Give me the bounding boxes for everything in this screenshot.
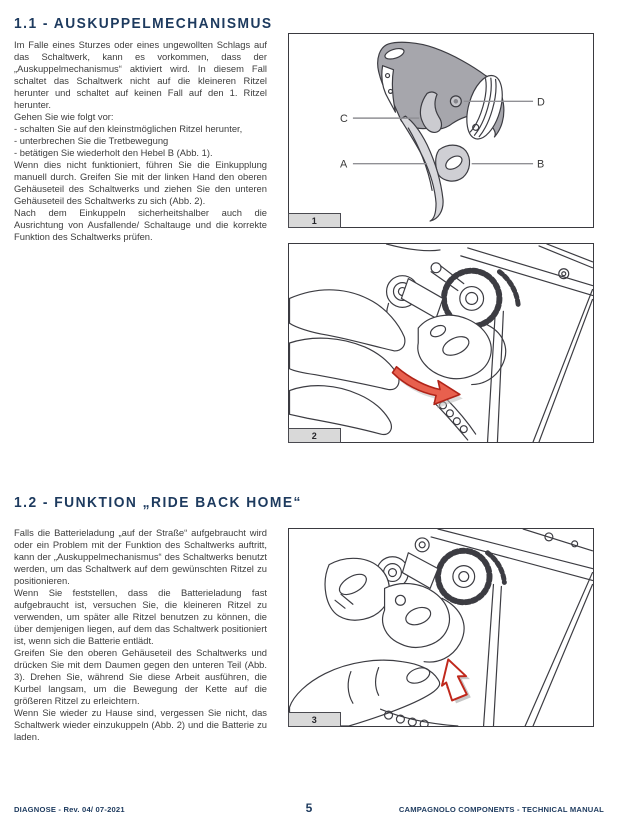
derailleur-press-illustration [289,529,593,726]
figure-2-number-tab [288,428,341,443]
section-1-2-body [14,527,267,743]
paragraph: Im Falle eines Sturzes oder eines ungewollten Schlags auf das Schaltwerk, kann es vorkommen, dass der „Auskuppelmechanismus“ aktiviert wird. In diesem Fall schaltet das Schaltwerk nicht auf die kleineren Ritzel herunter und schaltet auf keinen Fall auf den 1. Ritzel herunter. [14,39,267,110]
paragraph: Greifen Sie den oberen Gehäuseteil des Schaltwerks und drücken Sie mit dem Daumen gegen den unteren Teil (Abb. 3). Drehen Sie, während Sie diese Arbeit ausführen, die Kurbel langsam, um die Bewegung der Kette auf die größeren Ritzel zu erleichtern. [14,647,267,706]
section-1-1-body [14,39,267,243]
callout-label-a: A [340,158,348,171]
paragraph: Gehen Sie wie folgt vor: [14,111,114,122]
figure-number: 3 [311,714,317,725]
figure-2-frame [288,243,594,443]
figure-1-frame [288,33,594,228]
footer-manual-title: CAMPAGNOLO COMPONENTS - TECHNICAL MANUAL [398,805,604,814]
figure-3-frame [288,528,594,727]
paragraph: Nach dem Einkuppeln sicherheitshalber auch die Ausrichtung von Ausfallende/ Schaltauge und die korrekte Funktion des Schaltwerks prüfen. [14,207,267,242]
section-1-1-heading: 1.1 - AUSKUPPELMECHANISMUS [14,15,273,33]
derailleur-grip-illustration [289,244,593,442]
callout-label-b: B [537,158,545,171]
section-1-2-heading: 1.2 - FUNKTION „RIDE BACK HOME“ [14,494,302,512]
paragraph: Wenn Sie wieder zu Hause sind, vergessen Sie nicht, das Schaltwerk wieder einzukuppeln (Abb. 2) und die Batterie zu laden. [14,707,267,742]
callout-label-c: C [340,113,348,126]
paragraph: Wenn dies nicht funktioniert, führen Sie die Einkupplung manuell durch. Greifen Sie mit der linken Hand den oberen Gehäuseteil des Schaltwerks und ziehen Sie den unteren Gehäuseteil des Schaltwerks zu sich (Abb. 2). [14,159,267,206]
push-direction-arrow [436,656,475,705]
figure-3-number-tab [288,712,341,727]
list-item: - schalten Sie auf den kleinstmöglichen Ritzel herunter, [14,123,243,134]
paragraph: Wenn Sie feststellen, dass die Batterieladung fast aufgebraucht ist, versuchen Sie, die kleineren Ritzel zu verwenden, um später alle Ritzel benutzen zu können, die über demjenigen liegen, auf dem das Schaltwerk positioniert ist, wenn sich die Batterie entlädt. [14,587,267,646]
callout-label-d: D [537,96,545,109]
list-item: - unterbrechen Sie die Tretbewegung [14,135,169,146]
figure-1-number-tab [288,213,341,228]
page-footer [0,801,618,817]
paragraph: Falls die Batterieladung „auf der Straße“ aufgebraucht wird oder ein Problem mit der Funktion des Schaltwerks auftritt, kann der „Auskuppelmechanismus“ des Schaltwerks benutzt werden, um das Schaltwerk auf dem gewünschten Ritzel zu positionieren. [14,527,267,586]
figure-number: 2 [311,430,317,441]
lever-illustration [289,34,593,227]
figure-number: 1 [311,215,317,226]
page-number: 5 [305,801,313,815]
footer-document-revision: DIAGNOSE - Rev. 04/ 07-2021 [14,805,125,814]
list-item: - betätigen Sie wiederholt den Hebel B (Abb. 1). [14,147,213,158]
